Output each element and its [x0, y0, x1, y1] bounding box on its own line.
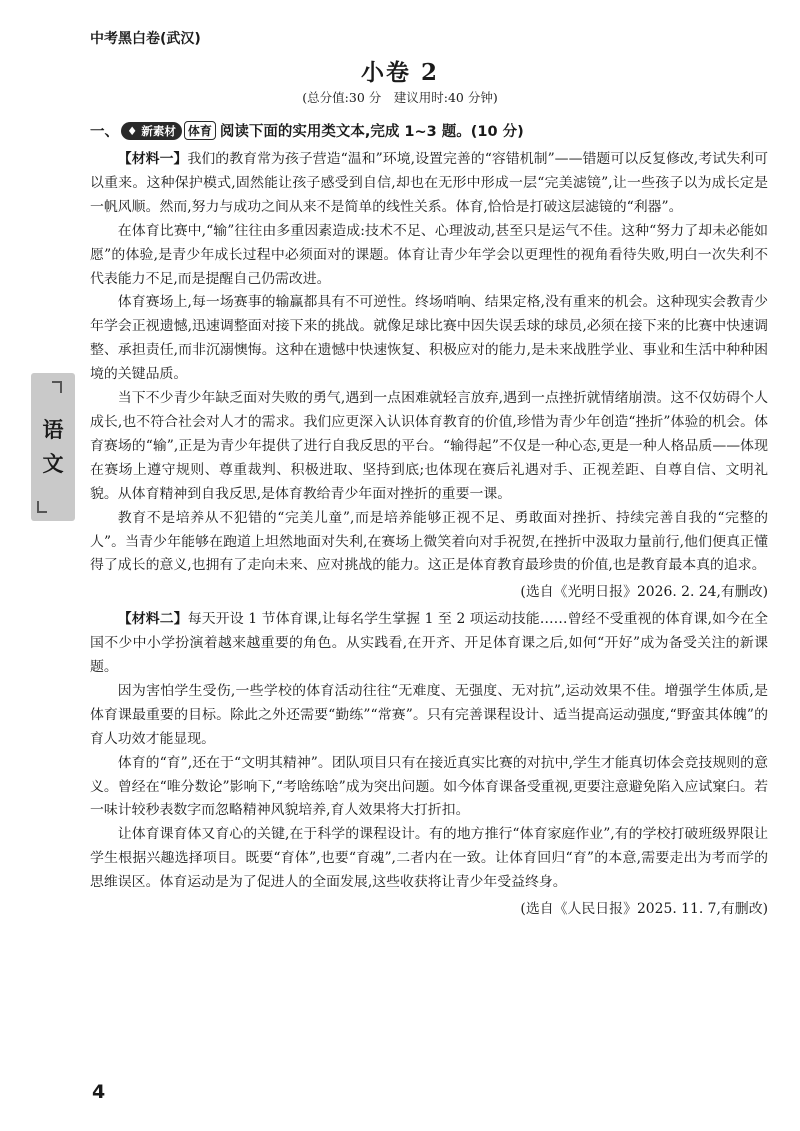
bracket-corner-icon: [52, 381, 62, 393]
bulb-icon: ♦: [127, 124, 138, 138]
material2-source: (选自《人民日报》2025. 11. 7,有删改): [520, 901, 768, 918]
bracket-corner-icon: [37, 501, 47, 513]
question-instruction: 阅读下面的实用类文本,完成 1~3 题。(10 分): [219, 124, 524, 140]
subject-char: 语: [42, 418, 64, 442]
subject-side-tab: [31, 373, 75, 521]
subject-label: [31, 413, 75, 481]
material1-paragraph: 教育不是培养从不犯错的“完美儿童”,而是培养能够正视不足、勇敢面对挫折、持续完善自我的“完整的人”。当青少年能够在跑道上坦然地面对失利,在赛场上微笑着向对手祝贺,在挫折中汲取力量前行,他们便真正懂得了成长的意义,也拥有了走向未来、应对挑战的能力。这正是体育教育最珍贵的价值,也是教育最本真的追求。: [90, 509, 768, 574]
material2-paragraph: 让体育课育体又育心的关键,在于科学的课程设计。有的地方推行“体育家庭作业”,有的学校打破班级界限让学生根据兴趣选择项目。既要“育体”,也要“育魂”,二者内在一致。让体育回归“育”的本意,需要走出为考而学的思维误区。体育运动是为了促进人的全面发展,这些收获将让青少年受益终身。: [90, 826, 768, 891]
material2-paragraph: [90, 608, 768, 680]
page-title: 小卷 2: [360, 59, 439, 86]
page-subtitle: (总分值:30 分 建议用时:40 分钟): [302, 90, 498, 105]
material2-tag: 【材料二】: [117, 611, 188, 628]
question-header: [90, 120, 524, 141]
material1-tag: 【材料一】: [117, 151, 188, 167]
article-body: [90, 148, 768, 925]
material2-paragraph: 因为害怕学生受伤,一些学校的体育活动往往“无难度、无强度、无对抗”,运动效果不佳。增强学生体质,是体育课最重要的目标。除此之外还需要“勤练”“常赛”。只有完善课程设计、适当提高运动强度,“野蛮其体魄”的育人功效才能显现。: [90, 682, 768, 747]
material2-paragraph: 体育的“育”,还在于“文明其精神”。团队项目只有在接近真实比赛的对抗中,学生才能真切体会竞技规则的意义。曾经在“唯分数论”影响下,“考啥练啥”成为突出问题。如今体育课备受重视,更要注意避免陷入应试窠臼。若一味计较秒表数字而忽略精神风貌培养,育人效果将大打折扣。: [90, 754, 768, 819]
subject-char: 文: [42, 452, 64, 476]
new-material-badge: [121, 122, 182, 140]
page-number: 4: [92, 1081, 106, 1103]
question-number: 一、: [90, 124, 119, 140]
material1-text: 我们的教育常为孩子营造“温和”环境,设置完善的“容错机制”——错题可以反复修改,考试失利可以重来。这种保护模式,固然能让孩子感受到自信,却也在无形中形成一层“完美滤镜”,让一些孩子以为成长定是一帆风顺。然而,努力与成功之间从来不是简单的线性关系。体育,恰恰是打破这层滤镜的“利器”。: [90, 151, 768, 215]
material1-source: (选自《光明日报》2026. 2. 24,有删改): [520, 584, 768, 601]
topic-badge: 体育: [184, 121, 216, 140]
material1-paragraph: 在体育比赛中,“输”往往由多重因素造成:技术不足、心理波动,甚至只是运气不佳。这种“努力了却未必能如愿”的体验,是青少年成长过程中必须面对的课题。体育让青少年学会以更理性的视角看待失败,明白一次失利不代表能力不足,而是提醒自己仍需改进。: [90, 222, 768, 287]
new-material-label: 新素材: [141, 124, 176, 138]
material1-paragraph: [90, 148, 768, 220]
material1-paragraph: 体育赛场上,每一场赛事的输赢都具有不可逆性。终场哨响、结果定格,没有重来的机会。这种现实会教青少年学会正视遗憾,迅速调整面对接下来的挑战。就像足球比赛中因失误丢球的球员,必须在接下来的比赛中快速调整、承担责任,而非沉溺懊悔。这种在遗憾中快速恢复、积极应对的能力,是未来战胜学业、事业和生活中种种困境的关键品质。: [90, 294, 768, 383]
book-series-title: 中考黑白卷(武汉): [90, 31, 201, 47]
material2-text: 每天开设 1 节体育课,让每名学生掌握 1 至 2 项运动技能……曾经不受重视的体育课,如今在全国不少中小学扮演着越来越重要的角色。从实践看,在开齐、开足体育课之后,如何“开好”成为备受关注的新课题。: [90, 611, 768, 676]
material1-paragraph: 当下不少青少年缺乏面对失败的勇气,遇到一点困难就轻言放弃,遇到一点挫折就情绪崩溃。这不仅妨碍个人成长,也不符合社会对人才的需求。我们应更深入认识体育教育的价值,珍惜为青少年创造“挫折”体验的机会。体育赛场的“输”,正是为青少年提供了进行自我反思的平台。“输得起”不仅是一种心态,更是一种人格品质——体现在赛场上遵守规则、尊重裁判、积极进取、坚持到底;也体现在赛后礼遇对手、正视差距、自尊自信、文明礼貌。从体育精神到自我反思,是体育教给青少年面对挫折的重要一课。: [90, 390, 768, 502]
